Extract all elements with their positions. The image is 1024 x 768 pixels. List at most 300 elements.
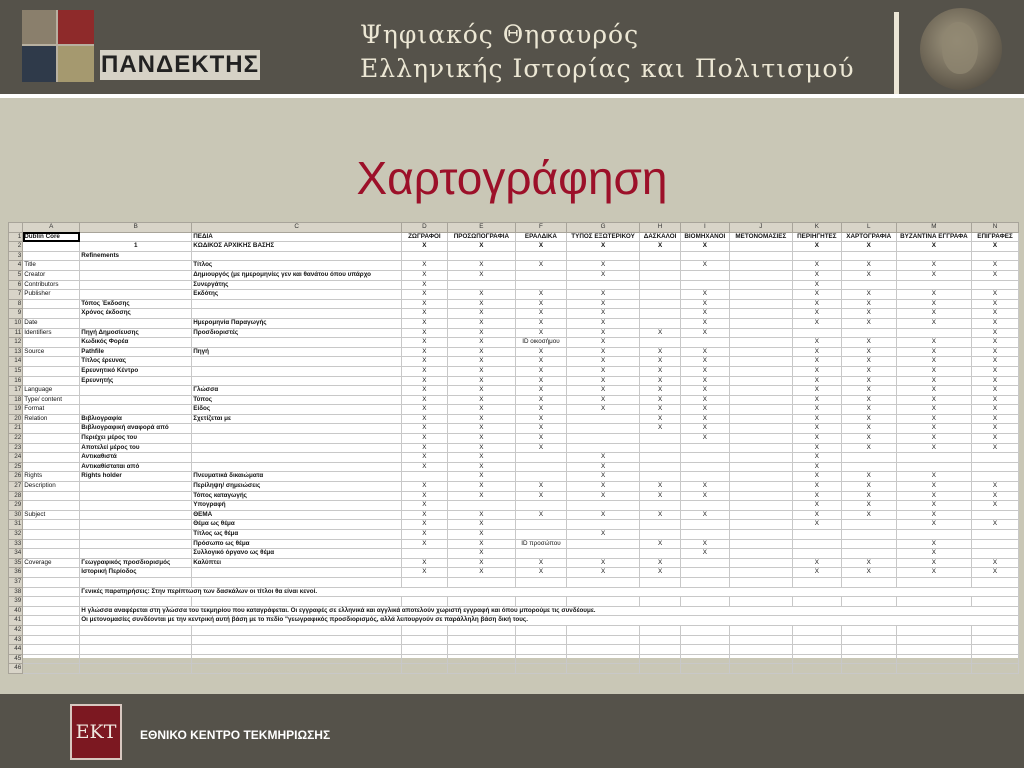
sheet-cell[interactable] — [729, 347, 792, 357]
sheet-cell[interactable]: X — [401, 558, 447, 568]
sheet-cell[interactable]: X — [566, 395, 639, 405]
sheet-cell[interactable]: X — [841, 482, 896, 492]
sheet-cell[interactable]: X — [566, 299, 639, 309]
sheet-cell[interactable] — [192, 645, 402, 655]
sheet-cell[interactable]: X — [447, 347, 515, 357]
sheet-cell[interactable] — [192, 577, 402, 587]
sheet-cell[interactable] — [729, 491, 792, 501]
sheet-cell[interactable]: X — [680, 242, 729, 252]
sheet-cell[interactable]: X — [401, 270, 447, 280]
sheet-cell[interactable] — [680, 577, 729, 587]
sheet-cell[interactable]: X — [841, 472, 896, 482]
sheet-cell[interactable] — [80, 510, 192, 520]
sheet-cell[interactable]: X — [792, 280, 841, 290]
sheet-cell[interactable]: Type/ content — [23, 395, 80, 405]
row-number[interactable]: 35 — [9, 558, 23, 568]
sheet-cell[interactable] — [23, 299, 80, 309]
sheet-cell[interactable] — [80, 318, 192, 328]
sheet-cell[interactable]: Συλλογικό όργανο ως θέμα — [192, 549, 402, 559]
sheet-cell[interactable]: X — [972, 366, 1019, 376]
sheet-cell[interactable]: X — [680, 414, 729, 424]
sheet-cell[interactable]: X — [841, 414, 896, 424]
sheet-cell[interactable]: X — [401, 520, 447, 530]
column-header[interactable]: J — [729, 223, 792, 233]
sheet-cell[interactable]: X — [516, 510, 567, 520]
sheet-cell[interactable] — [792, 654, 841, 664]
sheet-cell[interactable]: X — [680, 482, 729, 492]
sheet-cell[interactable]: X — [792, 290, 841, 300]
sheet-cell[interactable] — [896, 251, 971, 261]
sheet-cell[interactable]: X — [447, 530, 515, 540]
sheet-cell[interactable] — [23, 577, 80, 587]
row-number[interactable]: 14 — [9, 357, 23, 367]
sheet-cell[interactable]: X — [566, 309, 639, 319]
sheet-cell[interactable]: X — [896, 261, 971, 271]
sheet-cell[interactable]: ΔΑΣΚΑΛΟΙ — [640, 232, 681, 242]
sheet-cell[interactable]: Περίληψη/ σημειώσεις — [192, 482, 402, 492]
sheet-cell[interactable]: X — [972, 424, 1019, 434]
sheet-cell[interactable]: Πηγή Δημοσίευσης — [80, 328, 192, 338]
sheet-cell[interactable] — [640, 270, 681, 280]
row-number[interactable]: 34 — [9, 549, 23, 559]
sheet-cell[interactable] — [729, 568, 792, 578]
sheet-cell[interactable]: Βιβλιογραφική αναφορά από — [80, 424, 192, 434]
sheet-cell[interactable]: X — [680, 395, 729, 405]
sheet-cell[interactable] — [640, 635, 681, 645]
sheet-cell[interactable]: Rights holder — [80, 472, 192, 482]
sheet-cell[interactable]: X — [972, 347, 1019, 357]
sheet-cell[interactable] — [680, 443, 729, 453]
sheet-cell[interactable]: X — [896, 482, 971, 492]
sheet-cell[interactable]: X — [680, 309, 729, 319]
sheet-cell[interactable]: Πρόσωπο ως θέμα — [192, 539, 402, 549]
row-number[interactable]: 30 — [9, 510, 23, 520]
sheet-cell[interactable] — [896, 577, 971, 587]
sheet-cell[interactable] — [640, 664, 681, 674]
sheet-cell[interactable]: X — [447, 539, 515, 549]
sheet-cell[interactable]: X — [401, 530, 447, 540]
sheet-cell[interactable] — [23, 539, 80, 549]
sheet-cell[interactable] — [680, 530, 729, 540]
sheet-cell[interactable]: X — [972, 299, 1019, 309]
sheet-cell[interactable]: X — [972, 558, 1019, 568]
sheet-cell[interactable]: Η γλώσσα αναφέρεται στη γλώσσα του τεκμηρίου που καταγράφεται. Οι εγγραφές σε ελληνικά και αγγλικά αποτελούν χωριστή εγγραφή και όπου μπορούμε τις συνδέουμε. — [80, 606, 1019, 616]
sheet-cell[interactable] — [80, 635, 192, 645]
sheet-cell[interactable]: ID προσώπου — [516, 539, 567, 549]
row-number[interactable]: 15 — [9, 366, 23, 376]
sheet-cell[interactable] — [23, 597, 80, 607]
sheet-cell[interactable]: X — [841, 261, 896, 271]
sheet-cell[interactable] — [23, 654, 80, 664]
sheet-cell[interactable] — [23, 242, 80, 252]
sheet-cell[interactable]: X — [680, 290, 729, 300]
row-number[interactable]: 33 — [9, 539, 23, 549]
sheet-cell[interactable]: X — [516, 443, 567, 453]
row-number[interactable]: 40 — [9, 606, 23, 616]
sheet-cell[interactable]: X — [401, 510, 447, 520]
sheet-cell[interactable]: X — [516, 318, 567, 328]
sheet-cell[interactable]: X — [972, 414, 1019, 424]
sheet-cell[interactable]: X — [680, 510, 729, 520]
row-number[interactable]: 9 — [9, 309, 23, 319]
sheet-cell[interactable] — [447, 654, 515, 664]
sheet-cell[interactable]: X — [447, 520, 515, 530]
sheet-cell[interactable]: Τόπος καταγωγής — [192, 491, 402, 501]
row-number[interactable]: 42 — [9, 625, 23, 635]
sheet-cell[interactable] — [80, 280, 192, 290]
sheet-cell[interactable]: X — [792, 443, 841, 453]
sheet-cell[interactable] — [972, 280, 1019, 290]
sheet-cell[interactable]: X — [447, 405, 515, 415]
sheet-cell[interactable]: X — [841, 309, 896, 319]
sheet-cell[interactable] — [516, 625, 567, 635]
sheet-cell[interactable]: X — [566, 558, 639, 568]
row-number[interactable]: 8 — [9, 299, 23, 309]
sheet-cell[interactable] — [23, 366, 80, 376]
column-header[interactable]: A — [23, 223, 80, 233]
sheet-cell[interactable]: X — [447, 270, 515, 280]
sheet-cell[interactable] — [192, 309, 402, 319]
sheet-cell[interactable]: X — [841, 405, 896, 415]
sheet-cell[interactable]: X — [447, 357, 515, 367]
sheet-cell[interactable] — [729, 549, 792, 559]
sheet-cell[interactable] — [680, 645, 729, 655]
sheet-cell[interactable] — [516, 654, 567, 664]
sheet-cell[interactable]: X — [972, 395, 1019, 405]
sheet-cell[interactable] — [401, 472, 447, 482]
sheet-cell[interactable] — [447, 645, 515, 655]
sheet-cell[interactable] — [401, 251, 447, 261]
sheet-cell[interactable]: X — [972, 434, 1019, 444]
sheet-cell[interactable] — [729, 328, 792, 338]
sheet-cell[interactable] — [729, 654, 792, 664]
sheet-cell[interactable]: X — [841, 501, 896, 511]
sheet-cell[interactable]: Πνευματικά δικαιώματα — [192, 472, 402, 482]
sheet-cell[interactable] — [566, 645, 639, 655]
sheet-cell[interactable]: Coverage — [23, 558, 80, 568]
sheet-cell[interactable]: Date — [23, 318, 80, 328]
sheet-cell[interactable] — [23, 635, 80, 645]
sheet-cell[interactable] — [80, 597, 192, 607]
sheet-cell[interactable] — [516, 530, 567, 540]
sheet-cell[interactable]: X — [447, 395, 515, 405]
row-number[interactable]: 18 — [9, 395, 23, 405]
sheet-cell[interactable] — [192, 357, 402, 367]
row-number[interactable]: 26 — [9, 472, 23, 482]
sheet-cell[interactable] — [841, 549, 896, 559]
sheet-cell[interactable]: Γλώσσα — [192, 386, 402, 396]
column-header[interactable]: K — [792, 223, 841, 233]
row-number[interactable]: 38 — [9, 587, 23, 597]
sheet-cell[interactable] — [729, 251, 792, 261]
sheet-cell[interactable]: X — [447, 443, 515, 453]
sheet-cell[interactable]: Refinements — [80, 251, 192, 261]
sheet-cell[interactable] — [972, 645, 1019, 655]
sheet-cell[interactable]: X — [972, 261, 1019, 271]
sheet-cell[interactable] — [566, 597, 639, 607]
sheet-cell[interactable]: X — [516, 491, 567, 501]
sheet-cell[interactable]: X — [447, 309, 515, 319]
sheet-cell[interactable]: X — [640, 405, 681, 415]
sheet-cell[interactable] — [972, 597, 1019, 607]
sheet-cell[interactable] — [516, 280, 567, 290]
column-header[interactable]: B — [80, 223, 192, 233]
sheet-cell[interactable]: X — [972, 328, 1019, 338]
sheet-cell[interactable] — [680, 558, 729, 568]
sheet-cell[interactable] — [729, 577, 792, 587]
sheet-cell[interactable]: X — [566, 568, 639, 578]
sheet-cell[interactable]: X — [841, 242, 896, 252]
sheet-cell[interactable]: Ερευνητής — [80, 376, 192, 386]
sheet-cell[interactable] — [80, 482, 192, 492]
sheet-cell[interactable] — [23, 664, 80, 674]
sheet-cell[interactable] — [792, 539, 841, 549]
sheet-cell[interactable]: X — [401, 568, 447, 578]
sheet-cell[interactable]: X — [680, 328, 729, 338]
sheet-cell[interactable] — [23, 462, 80, 472]
sheet-cell[interactable]: X — [896, 395, 971, 405]
sheet-cell[interactable] — [729, 261, 792, 271]
sheet-cell[interactable]: X — [516, 290, 567, 300]
sheet-cell[interactable]: ΕΠΙΓΡΑΦΕΣ — [972, 232, 1019, 242]
sheet-cell[interactable]: ΒΙΟΜΗΧΑΝΟΙ — [680, 232, 729, 242]
sheet-cell[interactable] — [80, 549, 192, 559]
sheet-cell[interactable]: Title — [23, 261, 80, 271]
sheet-cell[interactable] — [729, 597, 792, 607]
sheet-cell[interactable] — [729, 530, 792, 540]
sheet-cell[interactable] — [516, 549, 567, 559]
sheet-corner[interactable] — [9, 223, 23, 233]
row-number[interactable]: 22 — [9, 434, 23, 444]
sheet-cell[interactable]: X — [401, 453, 447, 463]
sheet-cell[interactable]: X — [566, 357, 639, 367]
sheet-cell[interactable]: X — [566, 242, 639, 252]
sheet-cell[interactable]: X — [566, 338, 639, 348]
sheet-cell[interactable]: X — [792, 462, 841, 472]
sheet-cell[interactable]: X — [680, 386, 729, 396]
row-number[interactable]: 13 — [9, 347, 23, 357]
sheet-cell[interactable] — [640, 501, 681, 511]
sheet-cell[interactable]: X — [792, 338, 841, 348]
sheet-cell[interactable]: ΠΡΟΣΩΠΟΓΡΑΦΙΑ — [447, 232, 515, 242]
sheet-cell[interactable] — [516, 520, 567, 530]
row-number[interactable]: 12 — [9, 338, 23, 348]
sheet-cell[interactable] — [80, 261, 192, 271]
row-number[interactable]: 2 — [9, 242, 23, 252]
sheet-cell[interactable]: X — [792, 309, 841, 319]
sheet-cell[interactable]: X — [972, 309, 1019, 319]
sheet-cell[interactable] — [792, 635, 841, 645]
sheet-cell[interactable] — [972, 577, 1019, 587]
sheet-cell[interactable] — [80, 645, 192, 655]
sheet-cell[interactable]: X — [566, 472, 639, 482]
sheet-cell[interactable]: ΠΕΡΙΗΓΗΤΕΣ — [792, 232, 841, 242]
sheet-cell[interactable]: X — [792, 395, 841, 405]
sheet-cell[interactable] — [680, 664, 729, 674]
sheet-cell[interactable] — [516, 597, 567, 607]
sheet-cell[interactable] — [516, 635, 567, 645]
sheet-cell[interactable] — [640, 577, 681, 587]
sheet-cell[interactable] — [680, 270, 729, 280]
sheet-cell[interactable] — [896, 654, 971, 664]
sheet-cell[interactable]: X — [516, 347, 567, 357]
sheet-cell[interactable]: Rights — [23, 472, 80, 482]
sheet-cell[interactable]: X — [896, 434, 971, 444]
sheet-cell[interactable]: X — [792, 376, 841, 386]
sheet-cell[interactable] — [447, 635, 515, 645]
row-number[interactable]: 32 — [9, 530, 23, 540]
sheet-cell[interactable] — [841, 635, 896, 645]
sheet-cell[interactable] — [516, 453, 567, 463]
sheet-cell[interactable]: X — [792, 414, 841, 424]
sheet-cell[interactable]: ID οικοσήμου — [516, 338, 567, 348]
sheet-cell[interactable] — [192, 568, 402, 578]
sheet-cell[interactable] — [729, 338, 792, 348]
sheet-cell[interactable] — [23, 251, 80, 261]
sheet-cell[interactable] — [447, 597, 515, 607]
sheet-cell[interactable]: X — [447, 568, 515, 578]
sheet-cell[interactable] — [640, 462, 681, 472]
sheet-cell[interactable]: X — [516, 386, 567, 396]
sheet-cell[interactable] — [23, 501, 80, 511]
sheet-cell[interactable] — [841, 462, 896, 472]
sheet-cell[interactable]: ΕΡΑΛΔΙΚΑ — [516, 232, 567, 242]
sheet-cell[interactable] — [516, 472, 567, 482]
sheet-cell[interactable]: X — [896, 414, 971, 424]
sheet-cell[interactable]: Format — [23, 405, 80, 415]
sheet-cell[interactable] — [566, 625, 639, 635]
sheet-cell[interactable]: X — [516, 405, 567, 415]
sheet-cell[interactable] — [640, 597, 681, 607]
sheet-cell[interactable]: X — [792, 482, 841, 492]
sheet-cell[interactable] — [80, 270, 192, 280]
sheet-cell[interactable] — [792, 549, 841, 559]
sheet-cell[interactable] — [192, 635, 402, 645]
sheet-cell[interactable]: X — [516, 395, 567, 405]
sheet-cell[interactable] — [566, 520, 639, 530]
sheet-cell[interactable] — [80, 501, 192, 511]
sheet-cell[interactable]: X — [841, 270, 896, 280]
row-number[interactable]: 6 — [9, 280, 23, 290]
row-number[interactable]: 37 — [9, 577, 23, 587]
sheet-cell[interactable] — [841, 453, 896, 463]
sheet-cell[interactable] — [792, 328, 841, 338]
row-number[interactable]: 39 — [9, 597, 23, 607]
sheet-cell[interactable] — [729, 434, 792, 444]
sheet-cell[interactable]: X — [792, 520, 841, 530]
sheet-cell[interactable] — [680, 625, 729, 635]
sheet-cell[interactable]: Dublin Core — [23, 232, 80, 242]
sheet-cell[interactable]: X — [841, 510, 896, 520]
sheet-cell[interactable]: X — [640, 568, 681, 578]
sheet-cell[interactable] — [972, 654, 1019, 664]
sheet-cell[interactable]: X — [640, 424, 681, 434]
sheet-cell[interactable]: X — [972, 405, 1019, 415]
sheet-cell[interactable]: X — [447, 299, 515, 309]
sheet-cell[interactable] — [566, 424, 639, 434]
sheet-cell[interactable] — [80, 386, 192, 396]
sheet-cell[interactable] — [729, 280, 792, 290]
sheet-cell[interactable]: X — [566, 482, 639, 492]
sheet-cell[interactable]: X — [841, 568, 896, 578]
sheet-cell[interactable]: Publisher — [23, 290, 80, 300]
sheet-cell[interactable] — [841, 577, 896, 587]
sheet-cell[interactable]: X — [792, 424, 841, 434]
sheet-cell[interactable]: X — [516, 376, 567, 386]
row-number[interactable]: 43 — [9, 635, 23, 645]
row-number[interactable]: 45 — [9, 654, 23, 664]
sheet-cell[interactable]: X — [896, 376, 971, 386]
row-number[interactable]: 4 — [9, 261, 23, 271]
sheet-cell[interactable]: X — [447, 338, 515, 348]
sheet-cell[interactable] — [23, 443, 80, 453]
sheet-cell[interactable]: X — [896, 558, 971, 568]
sheet-cell[interactable]: X — [841, 558, 896, 568]
sheet-cell[interactable]: X — [640, 386, 681, 396]
sheet-cell[interactable]: Δημιουργός (με ημερομηνίες γεν και θανάτου όπου υπάρχο — [192, 270, 402, 280]
sheet-cell[interactable]: X — [972, 376, 1019, 386]
sheet-cell[interactable]: X — [972, 443, 1019, 453]
sheet-cell[interactable]: X — [896, 491, 971, 501]
sheet-cell[interactable]: X — [896, 338, 971, 348]
sheet-cell[interactable]: X — [447, 510, 515, 520]
sheet-cell[interactable]: X — [792, 453, 841, 463]
sheet-cell[interactable] — [640, 338, 681, 348]
sheet-cell[interactable]: X — [516, 328, 567, 338]
sheet-cell[interactable] — [972, 453, 1019, 463]
sheet-cell[interactable]: X — [972, 501, 1019, 511]
sheet-cell[interactable]: Συνεργάτης — [192, 280, 402, 290]
sheet-cell[interactable]: Περιέχει μέρος του — [80, 434, 192, 444]
sheet-cell[interactable]: X — [841, 376, 896, 386]
sheet-cell[interactable] — [841, 645, 896, 655]
sheet-cell[interactable]: X — [896, 472, 971, 482]
sheet-cell[interactable]: Εκδότης — [192, 290, 402, 300]
sheet-cell[interactable] — [792, 664, 841, 674]
sheet-cell[interactable] — [401, 645, 447, 655]
sheet-cell[interactable] — [729, 414, 792, 424]
sheet-cell[interactable]: X — [841, 366, 896, 376]
sheet-cell[interactable] — [23, 453, 80, 463]
sheet-cell[interactable] — [841, 280, 896, 290]
column-header[interactable]: I — [680, 223, 729, 233]
sheet-cell[interactable] — [192, 443, 402, 453]
column-header[interactable]: M — [896, 223, 971, 233]
sheet-cell[interactable]: X — [447, 558, 515, 568]
sheet-cell[interactable]: X — [896, 386, 971, 396]
sheet-cell[interactable]: X — [640, 539, 681, 549]
sheet-cell[interactable] — [680, 568, 729, 578]
sheet-cell[interactable]: X — [401, 338, 447, 348]
column-header[interactable]: C — [192, 223, 402, 233]
sheet-cell[interactable]: X — [680, 376, 729, 386]
sheet-cell[interactable] — [516, 645, 567, 655]
sheet-cell[interactable]: ΜΕΤΟΝΟΜΑΣΙΕΣ — [729, 232, 792, 242]
sheet-cell[interactable] — [680, 472, 729, 482]
sheet-cell[interactable]: X — [447, 491, 515, 501]
sheet-cell[interactable]: X — [896, 443, 971, 453]
sheet-cell[interactable]: Χρόνος έκδοσης — [80, 309, 192, 319]
sheet-cell[interactable]: X — [792, 510, 841, 520]
sheet-cell[interactable]: X — [447, 242, 515, 252]
sheet-cell[interactable] — [23, 520, 80, 530]
sheet-cell[interactable]: X — [680, 299, 729, 309]
row-number[interactable]: 10 — [9, 318, 23, 328]
sheet-cell[interactable] — [640, 251, 681, 261]
sheet-cell[interactable]: Πηγή — [192, 347, 402, 357]
sheet-cell[interactable]: X — [640, 414, 681, 424]
sheet-cell[interactable]: X — [447, 434, 515, 444]
